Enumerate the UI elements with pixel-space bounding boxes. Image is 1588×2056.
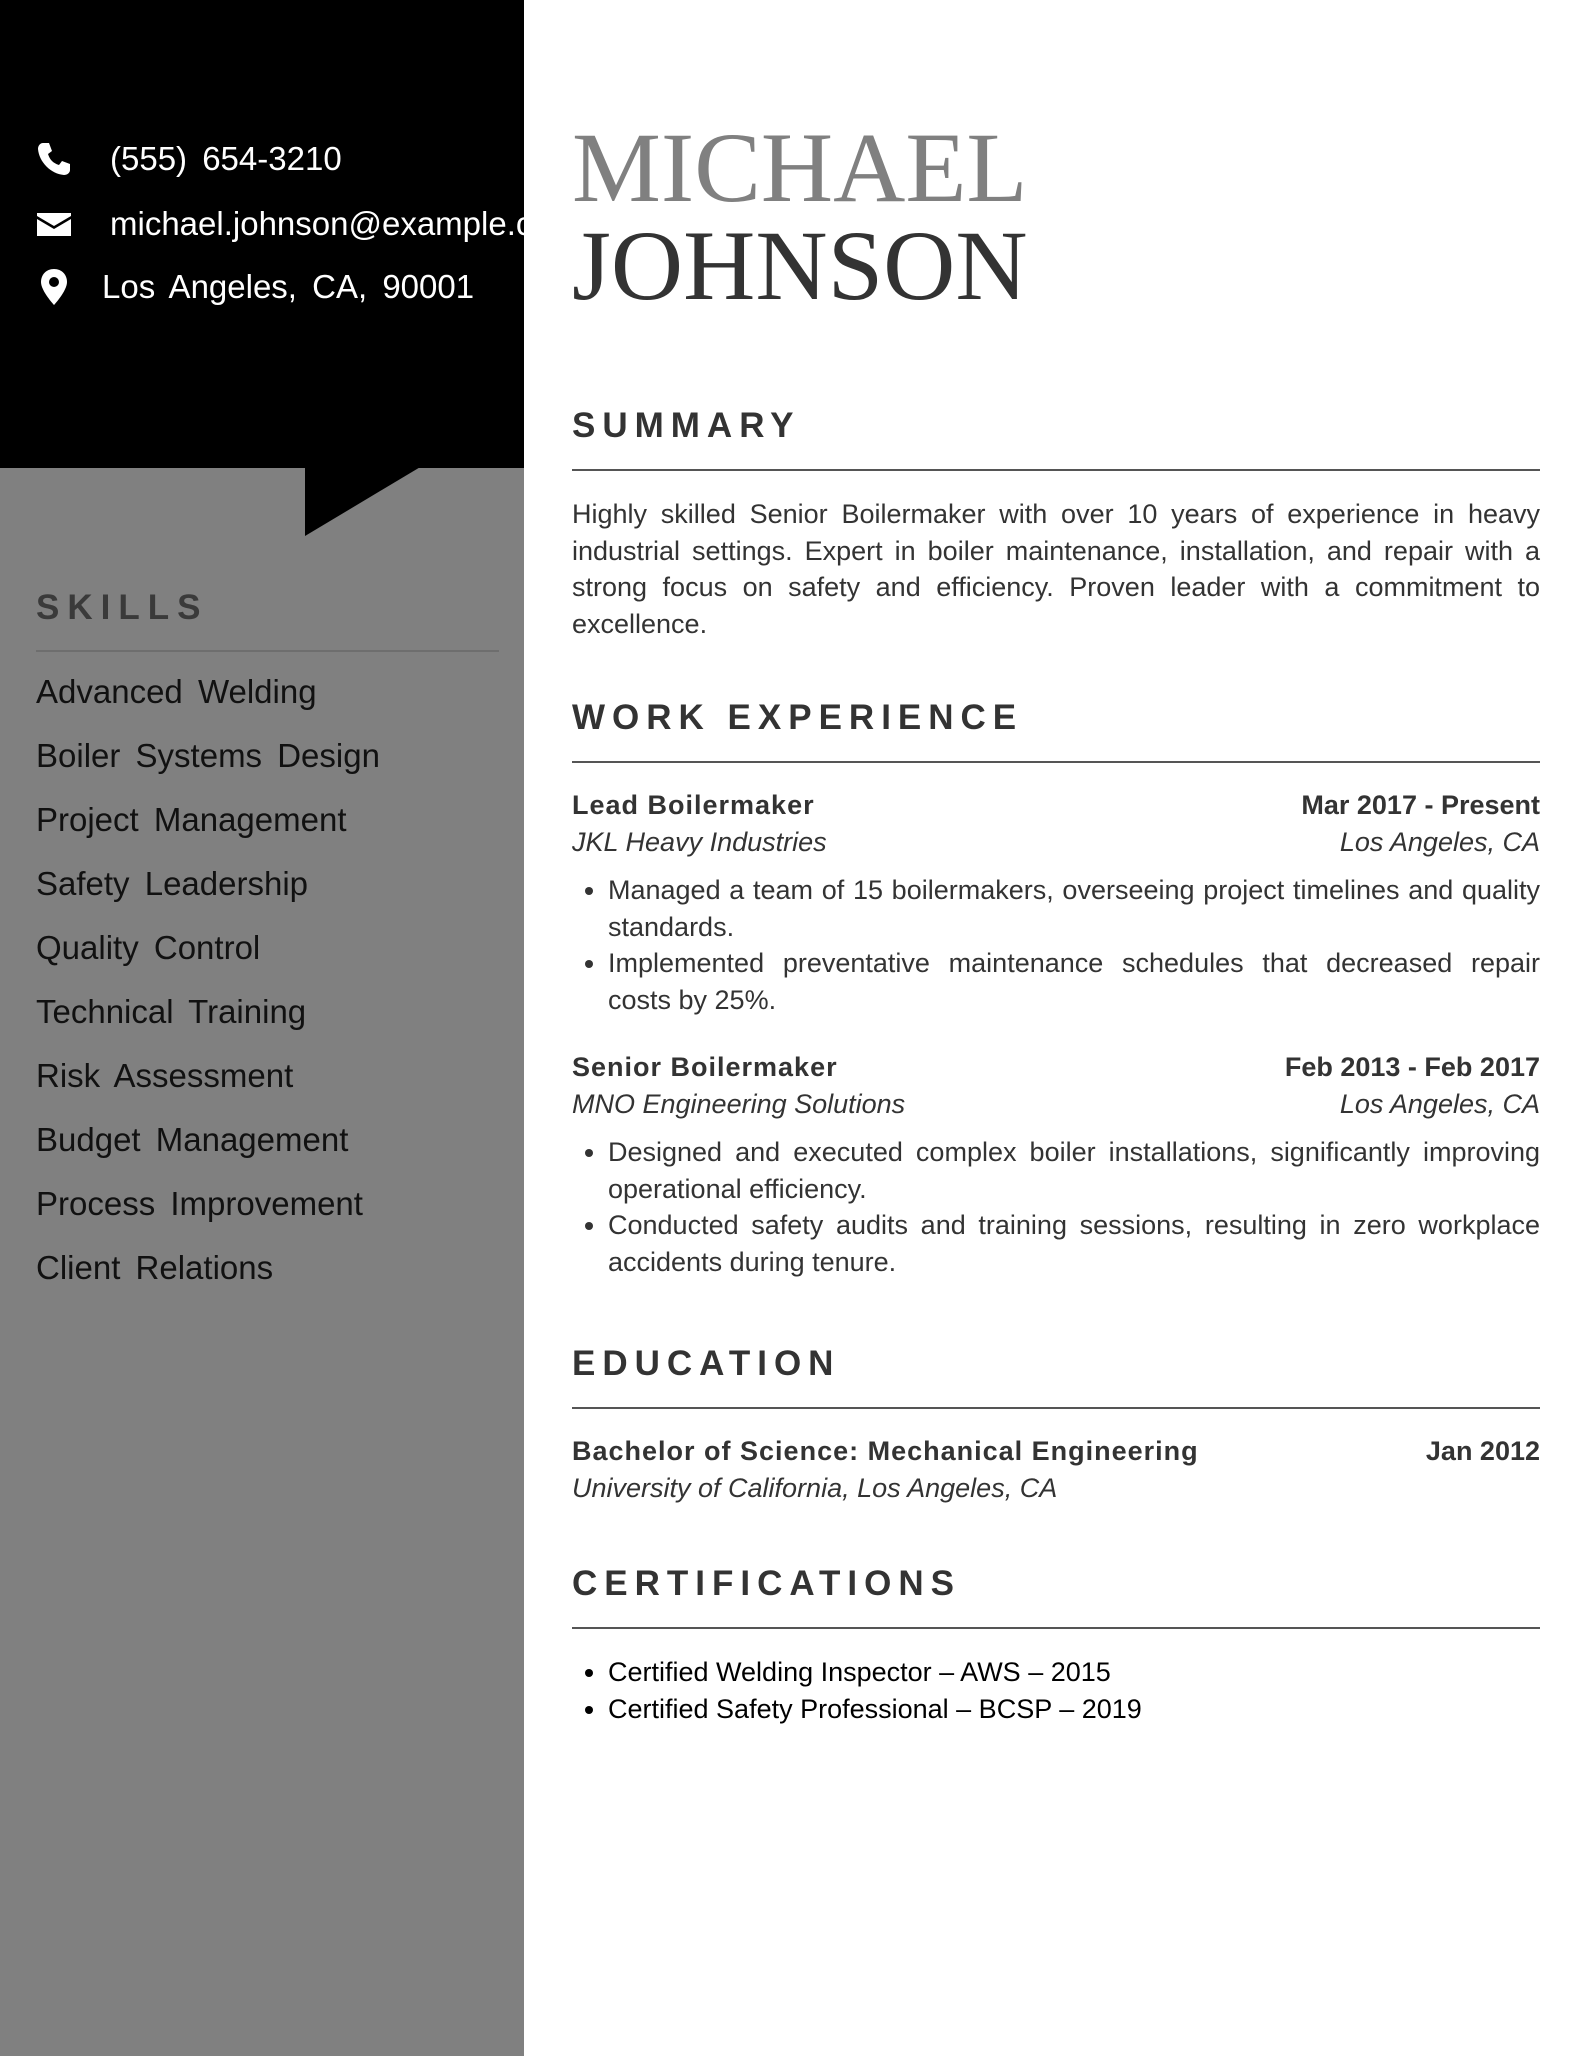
education-heading: EDUCATION xyxy=(572,1344,841,1383)
job-location: Los Angeles, CA xyxy=(1339,1089,1540,1119)
job-company: JKL Heavy Industries xyxy=(572,827,827,857)
skill-item: Client Relations xyxy=(36,1249,274,1286)
degree-title: Bachelor of Science: Mechanical Engineering xyxy=(572,1436,1199,1466)
school-name: University of California, Los Angeles, CA xyxy=(572,1473,1058,1503)
email-address[interactable]: michael.johnson@example.com xyxy=(110,205,579,242)
job-title: Lead Boilermaker xyxy=(572,790,815,820)
skills-list xyxy=(36,670,380,1310)
certifications-divider xyxy=(572,1627,1540,1629)
job-bullets xyxy=(572,872,1540,1018)
experience-divider xyxy=(572,761,1540,763)
job-subheader xyxy=(572,827,1540,858)
contact-phone xyxy=(34,139,342,179)
certifications-heading: CERTIFICATIONS xyxy=(572,1564,962,1603)
summary-text: Highly skilled Senior Boilermaker with over 10 years of experience in heavy industrial settings. Expert in boiler maintenance, installation, and repair with a strong focus on safety and efficiency. Proven leader with a commitment to excellence. xyxy=(572,499,1540,639)
summary-divider xyxy=(572,469,1540,471)
job-bullet: • Implemented preventative maintenance schedules that decreased repair costs by 25%. xyxy=(608,945,1540,1018)
certification-item: • Certified Safety Professional – BCSP – 2019 xyxy=(608,1691,1540,1728)
skill-item: Budget Management xyxy=(36,1121,349,1158)
map-pin-icon xyxy=(34,267,74,307)
education-header xyxy=(572,1436,1540,1467)
contact-email[interactable] xyxy=(34,204,578,244)
job-header xyxy=(572,790,1540,821)
job-dates: Feb 2013 - Feb 2017 xyxy=(1284,1052,1540,1082)
skill-item: Quality Control xyxy=(36,929,261,966)
job-subheader xyxy=(572,1089,1540,1120)
certification-item: • Certified Welding Inspector – AWS – 2015 xyxy=(608,1654,1540,1691)
skill-item: Risk Assessment xyxy=(36,1057,294,1094)
job-title: Senior Boilermaker xyxy=(572,1052,838,1082)
job-bullets xyxy=(572,1134,1540,1280)
contact-location xyxy=(34,267,474,307)
job-location: Los Angeles, CA xyxy=(1339,827,1540,857)
experience-heading: WORK EXPERIENCE xyxy=(572,698,1024,737)
skill-item: Safety Leadership xyxy=(36,865,309,902)
job-company: MNO Engineering Solutions xyxy=(572,1089,906,1119)
phone-icon xyxy=(34,139,74,179)
summary-heading: SUMMARY xyxy=(572,406,801,445)
skill-item: Process Improvement xyxy=(36,1185,363,1222)
job-header xyxy=(572,1052,1540,1083)
degree-date: Jan 2012 xyxy=(1425,1436,1540,1466)
job-bullet: • Managed a team of 15 boilermakers, overseeing project timelines and quality standards. xyxy=(608,872,1540,945)
phone-number: (555) 654-3210 xyxy=(110,140,342,177)
skills-heading: SKILLS xyxy=(36,588,209,627)
first-name: MICHAEL xyxy=(572,112,1028,223)
certifications-list xyxy=(572,1654,1540,1727)
envelope-icon xyxy=(34,204,74,244)
skill-item: Boiler Systems Design xyxy=(36,737,380,774)
job-dates: Mar 2017 - Present xyxy=(1301,790,1540,820)
education-subheader xyxy=(572,1473,1540,1504)
skill-item: Project Management xyxy=(36,801,347,838)
skill-item: Advanced Welding xyxy=(36,673,317,710)
last-name: JOHNSON xyxy=(572,210,1028,321)
skill-item: Technical Training xyxy=(36,993,307,1030)
location-text: Los Angeles, CA, 90001 xyxy=(102,268,475,305)
education-divider xyxy=(572,1407,1540,1409)
contact-block xyxy=(0,0,579,468)
job-bullet: • Conducted safety audits and training sessions, resulting in zero workplace accidents during tenure. xyxy=(608,1207,1540,1280)
skills-divider xyxy=(36,650,499,652)
job-bullet: • Designed and executed complex boiler installations, significantly improving operational efficiency. xyxy=(608,1134,1540,1207)
